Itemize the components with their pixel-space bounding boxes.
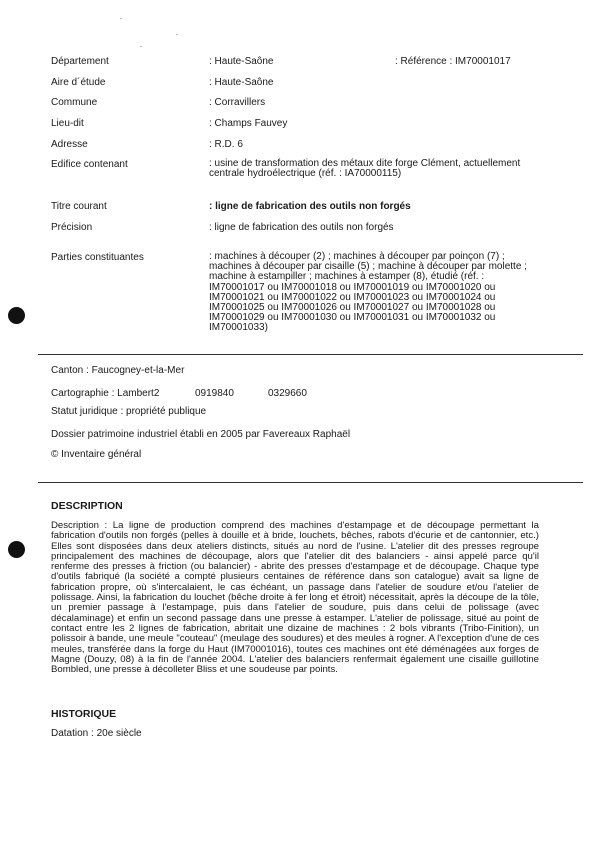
cartographie-x: 0919840 (195, 388, 234, 399)
field-label-departement: Département (51, 56, 109, 67)
field-value-adresse: : R.D. 6 (209, 139, 243, 150)
field-value-aire: : Haute-Saône (209, 77, 274, 88)
field-value-parties: : machines à découper (2) ; machines à découper par poinçon (7) ; machines à découper par cisaille (5) ; machine à découper par molette ; machine à estampiller ; machines à estamper (8), étudié (réf. : IM70001017 ou IM70001018 ou IM70001019 ou IM70001020 ou IM70001021 ou IM70001022 ou IM70001023 ou IM70001024 ou IM70001025 ou IM70001026 ou IM70001027 ou IM70001028 ou IM70001029 ou IM70001030 ou IM70001031 ou IM70001032 ou IM70001033) (209, 251, 527, 334)
field-value-departement: : Haute-Saône (209, 56, 274, 67)
historique-heading: HISTORIQUE (51, 708, 117, 720)
description-text: Description : La ligne de production comprend des machines d'estampage et de découpage permettant la fabrication d'outils non forgés (pelles à douille et à bride, louchets, bêches, rabots d'écurie et de cantonnier, etc.) Elles sont disposées dans deux ateliers distincts, situés au nord de l'usine. L'atelier dit des presses regroupe principalement des machines de découpage, alors que l'atelier dit des balanciers - ainsi appelé parce qu'il renferme des presses à friction (ou balancier) - abrite des presses d'estampage et de découpage. Chaque type d'outils fabriqué (la société a compté plusieurs centaines de référence dans son catalogue) avait sa ligne de fabrication propre, où s'intercalaient, le cas échéant, un passage dans l'atelier de soudure et/ou l'atelier de polissage. Ainsi, la fabrication du louchet (bêche droite à fer long et étroit) nécessitait, après la découpe de la tôle, un premier passage à l'estampage, puis dans l'atelier de soudure, puis dans celui de polissage (avec décalaminage) et enfin un second passage dans une presse à estamper. L'atelier de polissage, situé au point de contact entre les 2 lignes de fabrication, abritait une dizaine de machines : 2 bols vibrants (Tribo-Finition), un polissoir à bande, une meule "couteau" (meulage des soudures) et des meules à rogner. A l'exception d'une de ces meules, transférée dans la forge du Haut (IM70001016), toutes ces machines ont été déménagées aux forges de Magne (Douzy, 08) à la fin de l'année 2004. L'atelier des balanciers renfermait également une cisaille guillotine Bombled, une presse à décolleter Bliss et une soudeuse par points. (51, 520, 539, 676)
cartographie-y: 0329660 (268, 388, 307, 399)
field-value-titre: : ligne de fabrication des outils non forgés (209, 201, 411, 212)
field-label-precision: Précision (51, 222, 93, 233)
field-label-parties: Parties constituantes (51, 252, 144, 263)
scan-speck (176, 34, 178, 35)
field-label-titre: Titre courant (51, 201, 107, 212)
field-label-adresse: Adresse (51, 139, 88, 150)
field-label-commune: Commune (51, 97, 98, 108)
section-divider (38, 354, 583, 355)
field-label-lieudit: Lieu-dit (51, 118, 84, 129)
punch-hole (8, 541, 25, 558)
punch-hole (8, 307, 25, 324)
field-reference: : Référence : IM70001017 (395, 56, 511, 67)
field-label-edifice: Edifice contenant (51, 159, 128, 170)
field-value-lieudit: : Champs Fauvey (209, 118, 288, 129)
copyright-line: © Inventaire général (51, 449, 142, 460)
canton-line: Canton : Faucogney-et-la-Mer (51, 365, 185, 376)
scan-speck (140, 46, 142, 47)
statut-line: Statut juridique : propriété publique (51, 406, 207, 417)
section-divider (38, 482, 583, 483)
datation-line: Datation : 20e siècle (51, 728, 142, 739)
field-value-precision: : ligne de fabrication des outils non forgés (209, 222, 394, 233)
scan-speck (120, 18, 122, 19)
field-value-edifice: : usine de transformation des métaux dite forge Clément, actuellement centrale hydroélectrique (réf. : IA70000115) (209, 158, 521, 180)
cartographie-label: Cartographie : Lambert2 (51, 388, 160, 399)
dossier-line: Dossier patrimoine industriel établi en 2005 par Favereaux Raphaël (51, 429, 351, 440)
field-label-aire: Aire d´étude (51, 77, 106, 88)
description-heading: DESCRIPTION (51, 500, 123, 512)
field-value-commune: : Corravillers (209, 97, 266, 108)
